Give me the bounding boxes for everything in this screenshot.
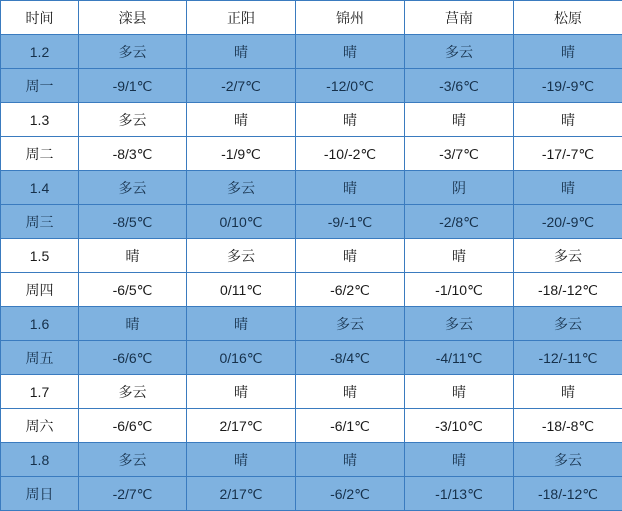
- temperature-cell: -4/11℃: [405, 341, 514, 375]
- condition-cell: 阴: [405, 171, 514, 205]
- condition-cell: 晴: [296, 171, 405, 205]
- temperature-cell: -1/13℃: [405, 477, 514, 511]
- condition-cell: 晴: [296, 239, 405, 273]
- temperature-cell: -8/4℃: [296, 341, 405, 375]
- temperature-cell: -18/-8℃: [514, 409, 622, 443]
- condition-cell: 多云: [514, 239, 622, 273]
- header-row: [1, 1, 622, 35]
- temperature-cell: -2/8℃: [405, 205, 514, 239]
- condition-cell: 晴: [187, 103, 296, 137]
- condition-cell: 晴: [405, 103, 514, 137]
- table-row: [1, 137, 622, 171]
- date-cell: 1.4: [1, 171, 79, 205]
- condition-cell: 多云: [79, 375, 187, 409]
- table-row: [1, 443, 622, 477]
- table-row: [1, 205, 622, 239]
- date-cell: 1.7: [1, 375, 79, 409]
- date-cell: 1.2: [1, 35, 79, 69]
- condition-cell: 晴: [296, 103, 405, 137]
- table-row: [1, 477, 622, 511]
- condition-cell: 多云: [296, 307, 405, 341]
- table-row: [1, 171, 622, 205]
- temperature-cell: -6/2℃: [296, 273, 405, 307]
- temperature-cell: -9/1℃: [79, 69, 187, 103]
- condition-cell: 晴: [79, 307, 187, 341]
- condition-cell: 晴: [514, 171, 622, 205]
- table-row: [1, 409, 622, 443]
- table-row: [1, 239, 622, 273]
- temperature-cell: -2/7℃: [79, 477, 187, 511]
- table-row: [1, 69, 622, 103]
- temperature-cell: -9/-1℃: [296, 205, 405, 239]
- temperature-cell: -8/5℃: [79, 205, 187, 239]
- condition-cell: 多云: [514, 443, 622, 477]
- weekday-cell: 周三: [1, 205, 79, 239]
- table-row: [1, 35, 622, 69]
- temperature-cell: 0/16℃: [187, 341, 296, 375]
- weekday-cell: 周四: [1, 273, 79, 307]
- condition-cell: 晴: [405, 443, 514, 477]
- temperature-cell: -6/2℃: [296, 477, 405, 511]
- column-header-city-5: 松原: [514, 1, 622, 35]
- temperature-cell: 0/10℃: [187, 205, 296, 239]
- temperature-cell: 0/11℃: [187, 273, 296, 307]
- column-header-city-2: 正阳: [187, 1, 296, 35]
- temperature-cell: -1/9℃: [187, 137, 296, 171]
- condition-cell: 多云: [405, 307, 514, 341]
- table-row: [1, 273, 622, 307]
- condition-cell: 晴: [296, 375, 405, 409]
- condition-cell: 多云: [79, 171, 187, 205]
- table-row: [1, 307, 622, 341]
- temperature-cell: -1/10℃: [405, 273, 514, 307]
- temperature-cell: -18/-12℃: [514, 477, 622, 511]
- condition-cell: 晴: [187, 375, 296, 409]
- condition-cell: 晴: [514, 103, 622, 137]
- condition-cell: 多云: [79, 443, 187, 477]
- condition-cell: 多云: [79, 35, 187, 69]
- date-cell: 1.6: [1, 307, 79, 341]
- weekday-cell: 周六: [1, 409, 79, 443]
- column-header-city-4: 莒南: [405, 1, 514, 35]
- temperature-cell: -12/-11℃: [514, 341, 622, 375]
- weekday-cell: 周二: [1, 137, 79, 171]
- table-header: [1, 1, 622, 35]
- temperature-cell: -6/1℃: [296, 409, 405, 443]
- temperature-cell: -18/-12℃: [514, 273, 622, 307]
- condition-cell: 晴: [405, 239, 514, 273]
- date-cell: 1.8: [1, 443, 79, 477]
- table-row: [1, 103, 622, 137]
- temperature-cell: -20/-9℃: [514, 205, 622, 239]
- temperature-cell: -6/5℃: [79, 273, 187, 307]
- temperature-cell: -10/-2℃: [296, 137, 405, 171]
- condition-cell: 多云: [187, 171, 296, 205]
- condition-cell: 晴: [296, 443, 405, 477]
- column-header-city-3: 锦州: [296, 1, 405, 35]
- condition-cell: 晴: [187, 35, 296, 69]
- table-row: [1, 375, 622, 409]
- weekday-cell: 周一: [1, 69, 79, 103]
- temperature-cell: 2/17℃: [187, 409, 296, 443]
- condition-cell: 多云: [405, 35, 514, 69]
- table-body: [1, 35, 622, 511]
- temperature-cell: -3/10℃: [405, 409, 514, 443]
- weekday-cell: 周日: [1, 477, 79, 511]
- condition-cell: 晴: [187, 443, 296, 477]
- table-row: [1, 341, 622, 375]
- condition-cell: 多云: [514, 307, 622, 341]
- temperature-cell: -3/6℃: [405, 69, 514, 103]
- temperature-cell: -6/6℃: [79, 341, 187, 375]
- temperature-cell: -2/7℃: [187, 69, 296, 103]
- weekday-cell: 周五: [1, 341, 79, 375]
- temperature-cell: 2/17℃: [187, 477, 296, 511]
- temperature-cell: -6/6℃: [79, 409, 187, 443]
- condition-cell: 晴: [187, 307, 296, 341]
- condition-cell: 晴: [79, 239, 187, 273]
- condition-cell: 多云: [79, 103, 187, 137]
- condition-cell: 晴: [405, 375, 514, 409]
- condition-cell: 晴: [296, 35, 405, 69]
- temperature-cell: -17/-7℃: [514, 137, 622, 171]
- temperature-cell: -3/7℃: [405, 137, 514, 171]
- condition-cell: 晴: [514, 375, 622, 409]
- temperature-cell: -8/3℃: [79, 137, 187, 171]
- temperature-cell: -19/-9℃: [514, 69, 622, 103]
- column-header-city-1: 滦县: [79, 1, 187, 35]
- date-cell: 1.5: [1, 239, 79, 273]
- date-cell: 1.3: [1, 103, 79, 137]
- temperature-cell: -12/0℃: [296, 69, 405, 103]
- condition-cell: 晴: [514, 35, 622, 69]
- column-header-time: 时间: [1, 1, 79, 35]
- condition-cell: 多云: [187, 239, 296, 273]
